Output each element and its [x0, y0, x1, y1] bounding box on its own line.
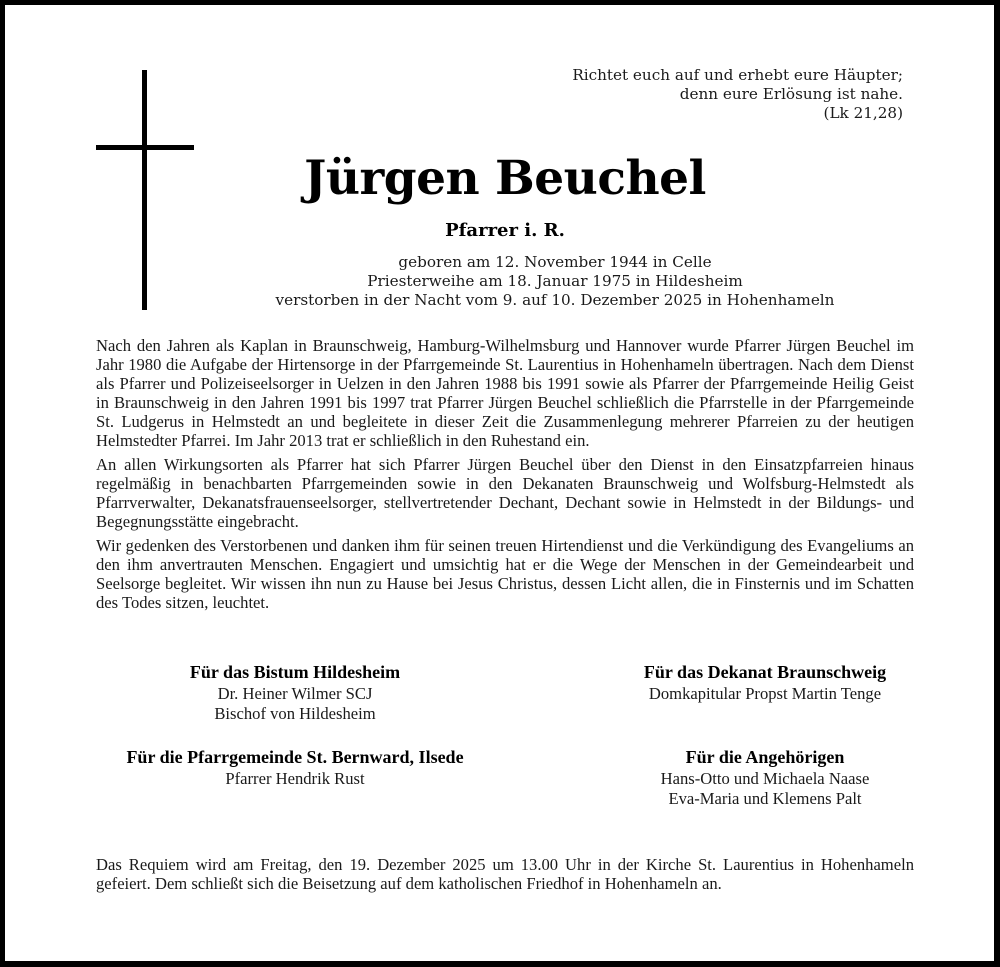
ordination-date: Priesterweihe am 18. Januar 1975 in Hildesheim — [367, 272, 743, 290]
signature-heading: Für das Dekanat Braunschweig — [643, 662, 887, 682]
bible-verse-reference: (Lk 21,28) — [823, 104, 903, 122]
deceased-title: Pfarrer i. R. — [445, 220, 565, 241]
signature-line: Eva-Maria und Klemens Palt — [668, 789, 862, 808]
signature-line: Domkapitular Propst Martin Tenge — [648, 684, 882, 703]
body-paragraph: Wir gedenken des Verstorbenen und danken ihm für seinen treuen Hirtendienst und die Verkündigung des Evangeliums an den ihm anvertrauten Menschen. Engagiert und umsichtig hat er die Wege der Menschen in der Gemeindearbeit und Seelsorge begleitet. Wir wissen ihn nun zu Hause bei Jesus Christus, dessen Licht allen, die in Finsternis und im Schatten des Todes sitzen, leuchtet. — [96, 536, 914, 612]
life-dates — [205, 253, 905, 310]
signature-line: Dr. Heiner Wilmer SCJ — [217, 684, 373, 703]
bible-verse-line: denn eure Erlösung ist nahe. — [679, 85, 903, 103]
signature-dekanat — [590, 660, 940, 704]
bible-verse — [483, 66, 903, 123]
signature-line: Bischof von Hildesheim — [214, 704, 376, 723]
bible-verse-line: Richtet euch auf und erhebt eure Häupter; — [572, 66, 903, 84]
signature-pfarrgemeinde — [85, 745, 505, 789]
birth-date: geboren am 12. November 1944 in Celle — [398, 253, 712, 271]
signature-bistum — [135, 660, 455, 724]
signature-line: Hans-Otto und Michaela Naase — [660, 769, 870, 788]
signature-heading: Für das Bistum Hildesheim — [189, 662, 401, 682]
signature-family — [590, 745, 940, 809]
obituary-body — [96, 336, 914, 617]
death-date: verstorben in der Nacht vom 9. auf 10. Dezember 2025 in Hohenhameln — [275, 291, 835, 309]
signature-line: Pfarrer Hendrik Rust — [225, 769, 365, 788]
signature-heading: Für die Pfarrgemeinde St. Bernward, Ilsede — [126, 747, 464, 767]
deceased-name: Jürgen Beuchel — [304, 151, 706, 206]
body-paragraph: Nach den Jahren als Kaplan in Braunschweig, Hamburg-Wilhelmsburg und Hannover wurde Pfarrer Jürgen Beuchel im Jahr 1980 die Aufgabe der Hirtensorge in der Pfarrgemeinde St. Laurentius in Hohenhameln übertragen. Nach dem Dienst als Pfarrer und Polizeiseelsorger in Uelzen in den Jahren 1988 bis 1991 sowie als Pfarrer der Pfarrgemeinde Heilig Geist in Braunschweig in den Jahren 1991 bis 1997 trat Pfarrer Jürgen Beuchel schließlich die Pfarrstelle in der Pfarrgemeinde St. Ludgerus in Helmstedt an und begleitete in dieser Zeit die Zusammenlegung mehrerer Pfarreien zu der heutigen Helmstedter Pfarrei. Im Jahr 2013 trat er schließlich in den Ruhestand ein. — [96, 336, 914, 450]
signature-heading: Für die Angehörigen — [685, 747, 845, 767]
requiem-notice: Das Requiem wird am Freitag, den 19. Dezember 2025 um 13.00 Uhr in der Kirche St. Laurentius in Hohenhameln gefeiert. Dem schließt sich die Beisetzung auf dem katholischen Friedhof in Hohenhameln an. — [96, 855, 914, 893]
cross-horizontal-bar — [96, 145, 194, 150]
body-paragraph: An allen Wirkungsorten als Pfarrer hat sich Pfarrer Jürgen Beuchel über den Dienst in den Einsatzpfarreien hinaus regelmäßig in benachbarten Pfarrgemeinden sowie in den Dekanaten Braunschweig und Wolfsburg-Helmstedt als Pfarrverwalter, Dekanatsfrauenseelsorger, stellvertretender Dechant, Dechant sowie in Helmstedt in der Bildungs- und Begegnungsstätte eingebracht. — [96, 455, 914, 531]
